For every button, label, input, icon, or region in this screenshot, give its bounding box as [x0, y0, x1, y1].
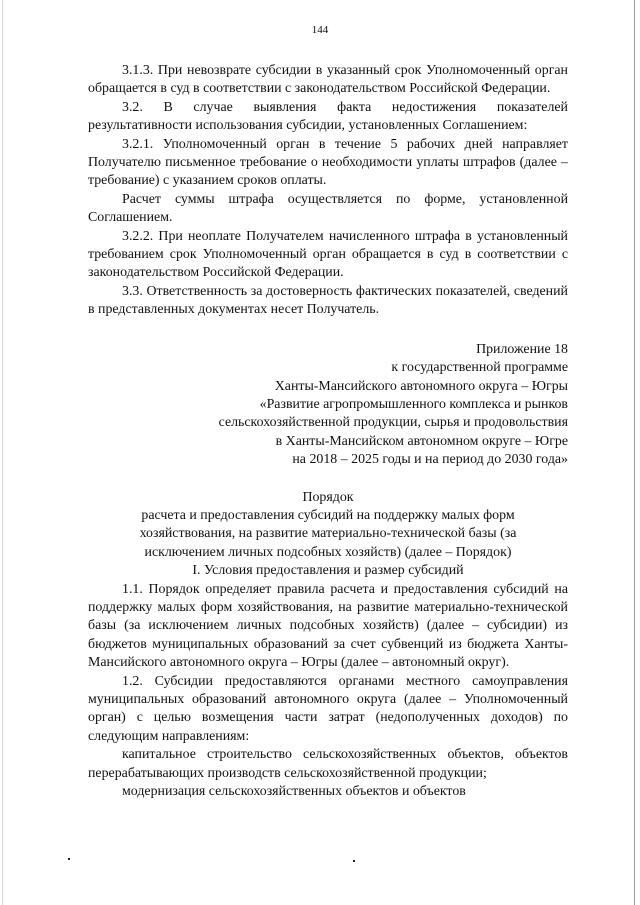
paragraph-3-2-2: 3.2.2. При неоплате Получателем начисленного штрафа в установленный требованием срок Уполномоченный орган обращается в суд в соответствии с законодательством Российской Федерации.: [88, 228, 568, 281]
title-line: исключением личных подсобных хозяйств) (далее – Порядок): [144, 544, 512, 560]
document-title: [88, 489, 568, 563]
appendix-line: «Развитие агропромышленного комплекса и рынков: [259, 396, 568, 412]
title-line: хозяйствования, на развитие материально-технической базы (за: [139, 526, 517, 542]
section-heading: I. Условия предоставления и размер субсидий: [192, 563, 464, 579]
paragraph-modernization: модернизация сельскохозяйственных объектов и объектов: [122, 784, 466, 800]
title-heading: Порядок: [302, 489, 354, 505]
appendix-line: Приложение 18: [476, 341, 568, 357]
paragraph-3-3: 3.3. Ответственность за достоверность фактических показателей, сведений в представленных документах несет Получатель.: [88, 283, 568, 318]
title-line: расчета и предоставления субсидий на поддержку малых форм: [141, 507, 515, 523]
page-number: 144: [311, 24, 329, 36]
paragraph-3-2-1: 3.2.1. Уполномоченный орган в течение 5 рабочих дней направляет Получателю письменное требование о необходимости уплаты штрафов (далее – требование) с указанием сроков оплаты.: [88, 136, 568, 189]
appendix-header: [88, 341, 568, 470]
paragraph-1-1: 1.1. Порядок определяет правила расчета и предоставления субсидий на поддержку малых форм хозяйствования, на развитие материально-технической базы (за исключением личных подсобных хозяйств) (далее – субсидии) из бюджетов муниципальных образований за счет субвенций из бюджета Ханты-Мансийского автономного округа – Югры (далее – автономный округ).: [88, 581, 568, 671]
page-left-edge: [2, 0, 3, 905]
appendix-line: на 2018 – 2025 годы и на период до 2030 года»: [292, 452, 568, 468]
document-body: [88, 62, 568, 801]
paragraph-fine-calculation: Расчет суммы штрафа осуществляется по форме, установленной Соглашением.: [88, 191, 568, 226]
paragraph-capital-construction: капитальное строительство сельскохозяйственных объектов, объектов перерабатывающих производств сельскохозяйственной продукции;: [88, 747, 568, 781]
paragraph-3-2: 3.2. В случае выявления факта недостижения показателей результативности использования субсидии, установленных Соглашением:: [88, 99, 568, 134]
scan-speck: [68, 858, 70, 860]
appendix-line: в Ханты-Мансийском автономном округе – Югре: [275, 433, 568, 449]
paragraph-1-2: 1.2. Субсидии предоставляются органами местного самоуправления муниципальных образований автономного округа (далее – Уполномоченный орган) с целью возмещения части затрат (недополученных доходов) по следующим направлениям:: [88, 673, 568, 744]
appendix-line: сельскохозяйственной продукции, сырья и продовольствия: [218, 415, 568, 431]
appendix-line: Ханты-Мансийского автономного округа – Югры: [274, 378, 568, 394]
appendix-line: к государственной программе: [391, 360, 568, 376]
scan-speck: [353, 860, 355, 862]
paragraph-3-1-3: 3.1.3. При невозврате субсидии в указанный срок Уполномоченный орган обращается в суд в соответствии с законодательством Российской Федерации.: [88, 63, 568, 97]
page-right-edge: [634, 0, 635, 905]
